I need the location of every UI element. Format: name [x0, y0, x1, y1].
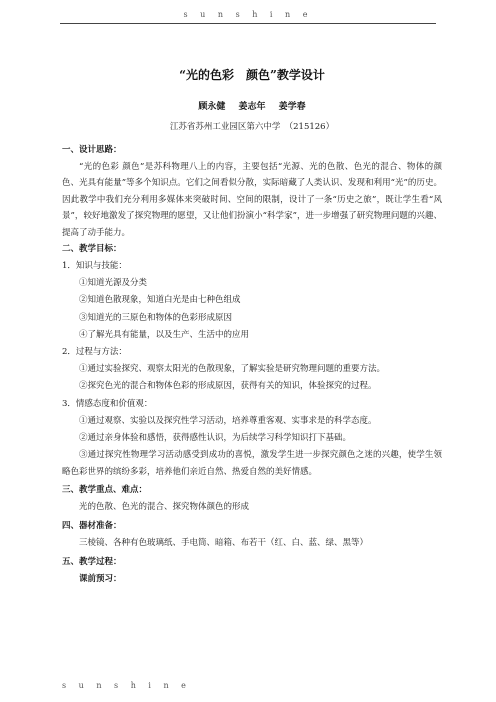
author-name: 顾永健: [198, 102, 226, 112]
materials-text: 三棱镜、各种有色玻璃纸、手电筒、暗箱、布若干（红、白、蓝、绿、黑等）: [79, 538, 369, 549]
document-body: [62, 66, 442, 588]
goal-subheading: 2．过程与方法：: [62, 347, 127, 358]
goal-item: ③通过探究性物理学习活动感受到成功的喜悦，激发学生进一步探究颜色之迷的兴趣，使学生领略色彩世界的缤纷多彩，培养他们亲近自然、热爱自然的美好情感。: [62, 450, 442, 477]
goal-item: ②通过亲身体验和感悟，获得感性认识，为后续学习科学知识打下基础。: [79, 433, 352, 444]
page-header: s u n s h i n e: [183, 10, 313, 19]
section-heading: 二、教学目标：: [62, 244, 122, 255]
goal-item: ③知道光的三原色和物体的色彩形成原因: [79, 312, 233, 323]
section-heading: 三、教学重点、难点：: [62, 485, 148, 496]
goal-item: ①通过实验探究、观察太阳光的色散现象，了解实验是研究物理问题的重要方法。: [79, 364, 386, 375]
subsection-heading: 课前预习：: [79, 574, 122, 585]
goal-item: ②知道色散现象，知道白光是由七种色组成: [79, 295, 241, 306]
design-idea-paragraph: “光的色彩 颜色”是苏科物理八上的内容，主要包括“光源、光的色散、色光的混合、物体的颜色、光具有能量”等多个知识点。它们之间看似分散，实际暗藏了人类认识、发现和利用“光”的历史。因此教学中我们充分利用多媒体来突破时间、空间的限制，设计了一条“历史之旅”，既让学生看“风景”，较好地激发了探究物理的愿望，又让他们扮演小“科学家”，进一步增强了研究物理问题的兴趣、提高了动手能力。: [62, 162, 442, 238]
document-title: “光的色彩 颜色”教学设计: [179, 68, 325, 82]
author-name: 姜志年: [238, 102, 266, 112]
school-affiliation: 江苏省苏州工业园区第六中学 （215126）: [169, 122, 335, 132]
header-rule: [60, 23, 436, 24]
section-heading: 四、器材准备：: [62, 521, 122, 532]
goal-item: ①知道光源及分类: [79, 278, 148, 289]
goal-subheading: 1．知识与技能：: [62, 261, 127, 272]
goal-item: ④了解光具有能量，以及生产、生活中的应用: [79, 329, 250, 340]
goal-subheading: 3．情感态度和价值观：: [62, 398, 153, 409]
section-heading: 一、设计思路：: [62, 145, 122, 155]
author-name: 姜学春: [278, 102, 306, 112]
key-points-text: 光的色散、色光的混合、探究物体颜色的形成: [79, 502, 250, 513]
goal-item: ②探究色光的混合和物体色彩的形成原因，获得有关的知识，体验探究的过程。: [79, 381, 377, 392]
section-heading: 五、教学过程：: [62, 557, 122, 568]
page-footer: s u n s h i n e: [62, 681, 191, 690]
goal-item: ①通过观察、实验以及探究性学习活动，培养尊重客观、实事求是的科学态度。: [79, 415, 377, 426]
author-line: [62, 99, 442, 112]
